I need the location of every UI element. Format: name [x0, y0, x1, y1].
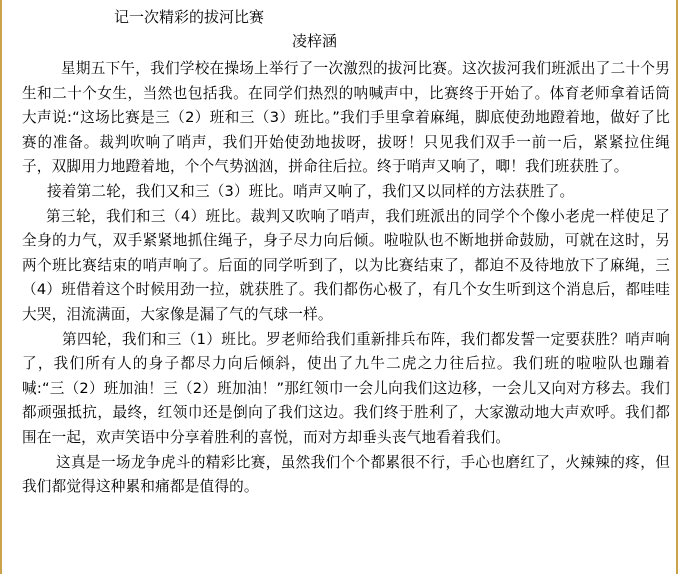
paragraph-5: 这真是一场龙争虎斗的精彩比赛，虽然我们个个都累很不行，手心也磨红了，火辣辣的疼，但我们都觉得这种累和痛都是值得的。 — [22, 453, 670, 496]
article-body — [22, 5, 670, 500]
paragraph-3: 第三轮，我们和三（4）班比。裁判又吹响了哨声，我们班派出的同学个个像小老虎一样使足了全身的力气，双手紧紧地抓住绳子，身子尽力向后倾。啦啦队也不断地拼命鼓励，可就在这时，另两个班比赛结束的哨声响了。后面的同学听到了，以为比赛结束了，都迫不及待地放下了麻绳，三（4）班借着这个时候用劲一拉，就获胜了。我们都伤心极了，有几个女生听到这个消息后，都哇哇大哭，泪流满面，大家像是漏了气的气球一样。 — [22, 207, 670, 323]
article-author: 凌梓涵 — [292, 32, 338, 50]
paragraph-1: 星期五下午，我们学校在操场上举行了一次激烈的拔河比赛。这次拔河我们班派出了二十个男生和二十个女生，当然也包括我。在同学们热烈的呐喊声中，比赛终于开始了。体育老师拿着话筒大声说:“这场比赛是三（2）班和三（3）班比。”我们手里拿着麻绳，脚底使劲地蹬着地，做好了比赛的准备。裁判吹响了哨声，我们开始使劲地拔呀，拔呀！只见我们双手一前一后，紧紧拉住绳子，双脚用力地蹬着地，个个气势汹汹，拼命往后拉。终于哨声又响了，唧！我们班获胜了。 — [22, 60, 670, 176]
paragraph-2: 接着第二轮，我们又和三（3）班比。哨声又响了，我们又以同样的方法获胜了。 — [47, 182, 575, 200]
paragraph-4: 第四轮，我们和三（1）班比。罗老师给我们重新排兵布阵，我们都发誓一定要获胜？哨声响了，我们所有人的身子都尽力向后倾斜，使出了九牛二虎之力往后拉。我们班的啦啦队也蹦着喊:“三（2）班加油！三（2）班加油！”那红领巾一会儿向我们这边移，一会儿又向对方移去。我们都顽强抵抗，最终，红领巾还是倒向了我们这边。我们终于胜利了，大家激动地大声欢呼。我们都围在一起，欢声笑语中分享着胜利的喜悦，而对方却垂头丧气地看着我们。 — [22, 330, 670, 446]
article-title: 记一次精彩的拔河比赛 — [114, 8, 265, 26]
